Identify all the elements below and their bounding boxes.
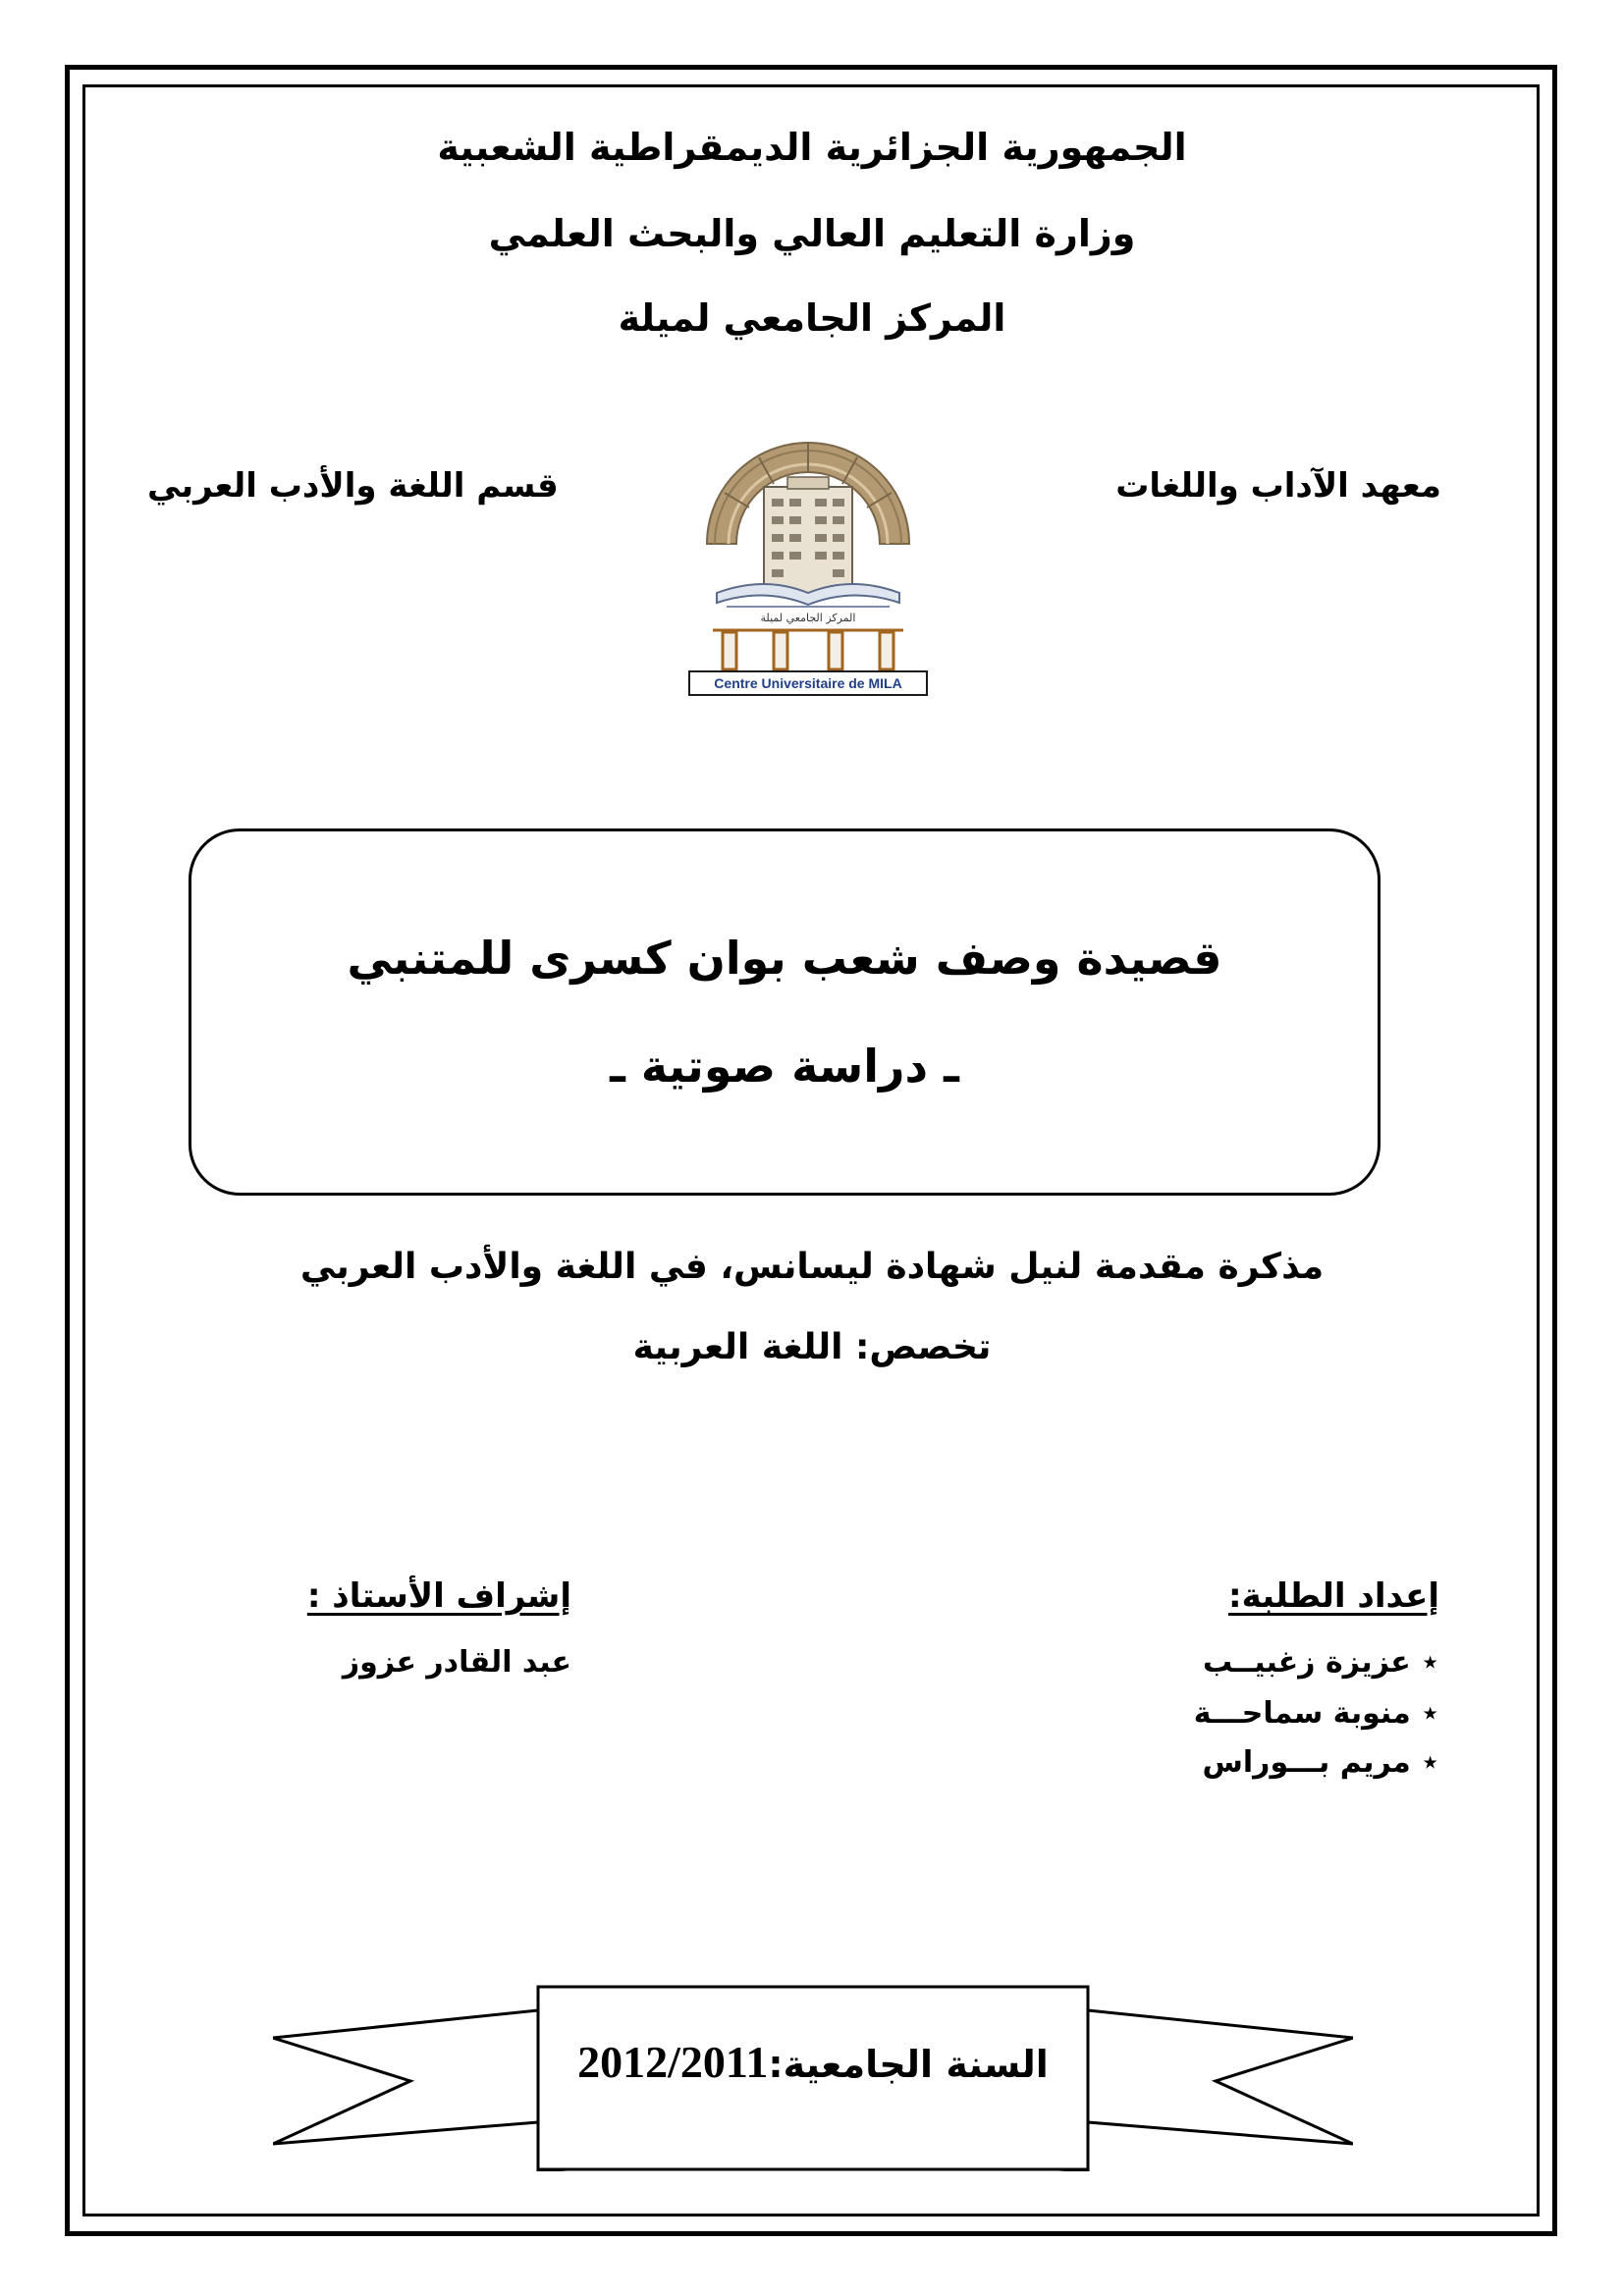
specialization: تخصص: اللغة العربية [632,1327,992,1367]
department-label: قسم اللغة والأدب العربي [147,466,559,506]
university-logo [687,397,929,697]
student-item [1194,1696,1439,1731]
student-item [1203,1645,1439,1680]
student-name: منوبة سماحـــة [1193,1696,1411,1731]
star-icon: ⋆ [1421,1645,1439,1680]
academic-year [538,2036,1088,2088]
institute-label: معهد الآداب واللغات [1115,466,1441,506]
thesis-subtitle: ـ دراسة صوتية ـ [610,1040,959,1093]
star-icon: ⋆ [1421,1696,1439,1731]
center-line: المركز الجامعي لميلة [618,296,1006,340]
student-name: عزيزة زغبيــب [1203,1645,1411,1680]
academic-year-value: 2012/2011 [577,2037,769,2087]
logo-caption: Centre Universitaire de MILA [714,675,902,691]
ministry-line: وزارة التعليم العالي والبحث العلمي [488,212,1136,255]
thesis-title-box [189,828,1380,1196]
student-item [1203,1745,1440,1780]
republic-line: الجمهورية الجزائرية الديمقراطية الشعبية [437,126,1187,169]
thesis-title: قصيدة وصف شعب بوان كسرى للمتنبي [347,932,1222,985]
supervisor-heading: إشراف الأستاذ : [306,1576,571,1616]
student-name: مريم بـــوراس [1202,1745,1411,1780]
academic-year-label: السنة الجامعية: [768,2043,1049,2086]
degree-description: مذكرة مقدمة لنيل شهادة ليسانس، في اللغة والأدب العربي [299,1247,1325,1287]
logo-arabic-text: المركز الجامعي لميلة [760,612,856,624]
star-icon: ⋆ [1421,1745,1439,1780]
students-heading: إعداد الطلبة: [1228,1576,1439,1616]
supervisor-name: عبد القادر عزوز [342,1645,571,1680]
